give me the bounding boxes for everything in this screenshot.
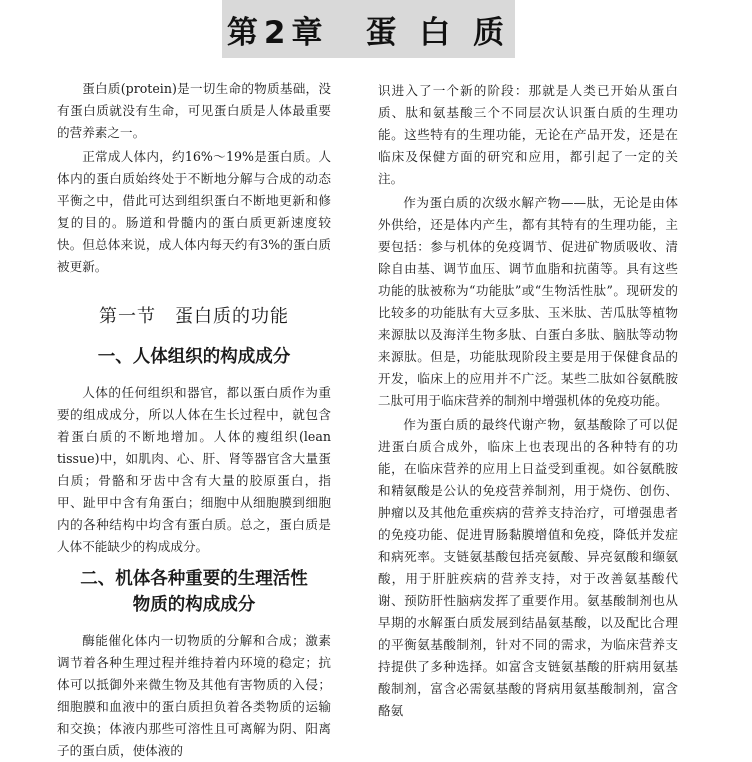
chapter-title: 第2章 蛋 白 质: [226, 14, 511, 51]
paragraph: 识进入了一个新的阶段：那就是人类已开始从蛋白质、肽和氨基酸三个不同层次认识蛋白质的生理功能。这些特有的生理功能，无论在产品开发，还是在临床及保健方面的研究和应用，都引起了一定的关注。: [378, 83, 678, 186]
subsection-heading-line1: 二、机体各种重要的生理活性: [80, 569, 308, 589]
paragraph: 人体的任何组织和器官，都以蛋白质作为重要的组成成分，所以人体在生长过程中，就包含着蛋白质的不断地增加。人体的瘦组织(lean tissue)中，如肌肉、心、肝、肾等器官含大量蛋白质；骨骼和牙齿中含有大量的胶原蛋白，指甲、趾甲中含有角蛋白；细胞中从细胞膜到细胞内的各种结构中均含有蛋白质。总之，蛋白质是人体不能缺少的构成成分。: [57, 385, 331, 554]
paragraph: 作为蛋白质的最终代谢产物，氨基酸除了可以促进蛋白质合成外，临床上也表现出的各种特有的功能，在临床营养的应用上日益受到重视。如谷氨酰胺和精氨酸是公认的免疫营养制剂，用于烧伤、创伤、肿瘤以及其他危重疾病的营养支持治疗，可增强患者的免疫功能、促进胃肠黏膜增值和免疫，降低并发症和病死率。支链氨基酸包括亮氨酸、异亮氨酸和缬氨酸，用于肝脏疾病的营养支持，对于改善氨基酸代谢、预防肝性脑病发挥了重要作用。氨基酸制剂也从早期的水解蛋白质发展到结晶氨基酸，以及配比合理的平衡氨基酸制剂，针对不同的需求，为临床营养支持提供了多种选择。如富含支链氨基酸的肝病用氨基酸制剂，富含必需氨基酸的肾病用氨基酸制剂，富含酪氨: [378, 417, 678, 718]
subsection-heading-text: 一、人体组织的构成成分: [97, 347, 291, 367]
left-column: [57, 78, 331, 762]
paragraph: 蛋白质(protein)是一切生命的物质基础，没有蛋白质就没有生命，可见蛋白质是人体最重要的营养素之一。: [57, 81, 331, 140]
subsection-heading: [57, 344, 331, 370]
right-column: [378, 80, 678, 722]
subsection-heading: [57, 566, 331, 618]
section-heading: 第一节 蛋白质的功能: [99, 306, 289, 327]
subsection-heading-line2: 物质的构成成分: [132, 595, 256, 615]
chapter-title-box: [222, 0, 515, 58]
paragraph: 酶能催化体内一切物质的分解和合成；激素调节着各种生理过程并维持着内环境的稳定；抗体可以抵御外来微生物及其他有害物质的入侵；细胞膜和血液中的蛋白质担负着各类物质的运输和交换；体液内那些可溶性且可离解为阴、阳离子的蛋白质，使体液的: [57, 633, 331, 758]
paragraph: 正常成人体内，约16%～19%是蛋白质。人体内的蛋白质始终处于不断地分解与合成的动态平衡之中，借此可达到组织蛋白不断地更新和修复的目的。肠道和骨髓内的蛋白质更新速度较快。但总体来说，成人体内每天约有3%的蛋白质被更新。: [57, 149, 331, 274]
paragraph: 作为蛋白质的次级水解产物——肽，无论是由体外供给，还是体内产生，都有其特有的生理功能，主要包括：参与机体的免疫调节、促进矿物质吸收、清除自由基、调节血压、调节血脂和抗菌等。具有这些功能的肽被称为“功能肽”或“生物活性肽”。现研发的比较多的功能肽有大豆多肽、玉米肽、苦瓜肽等植物来源肽以及海洋生物多肽、白蛋白多肽、脑肽等动物来源肽。但是，功能肽现阶段主要是用于保健食品的开发，临床上的应用并不广泛。某些二肽如谷氨酰胺二肽可用于临床营养的制剂中增强机体的免疫功能。: [378, 195, 678, 408]
